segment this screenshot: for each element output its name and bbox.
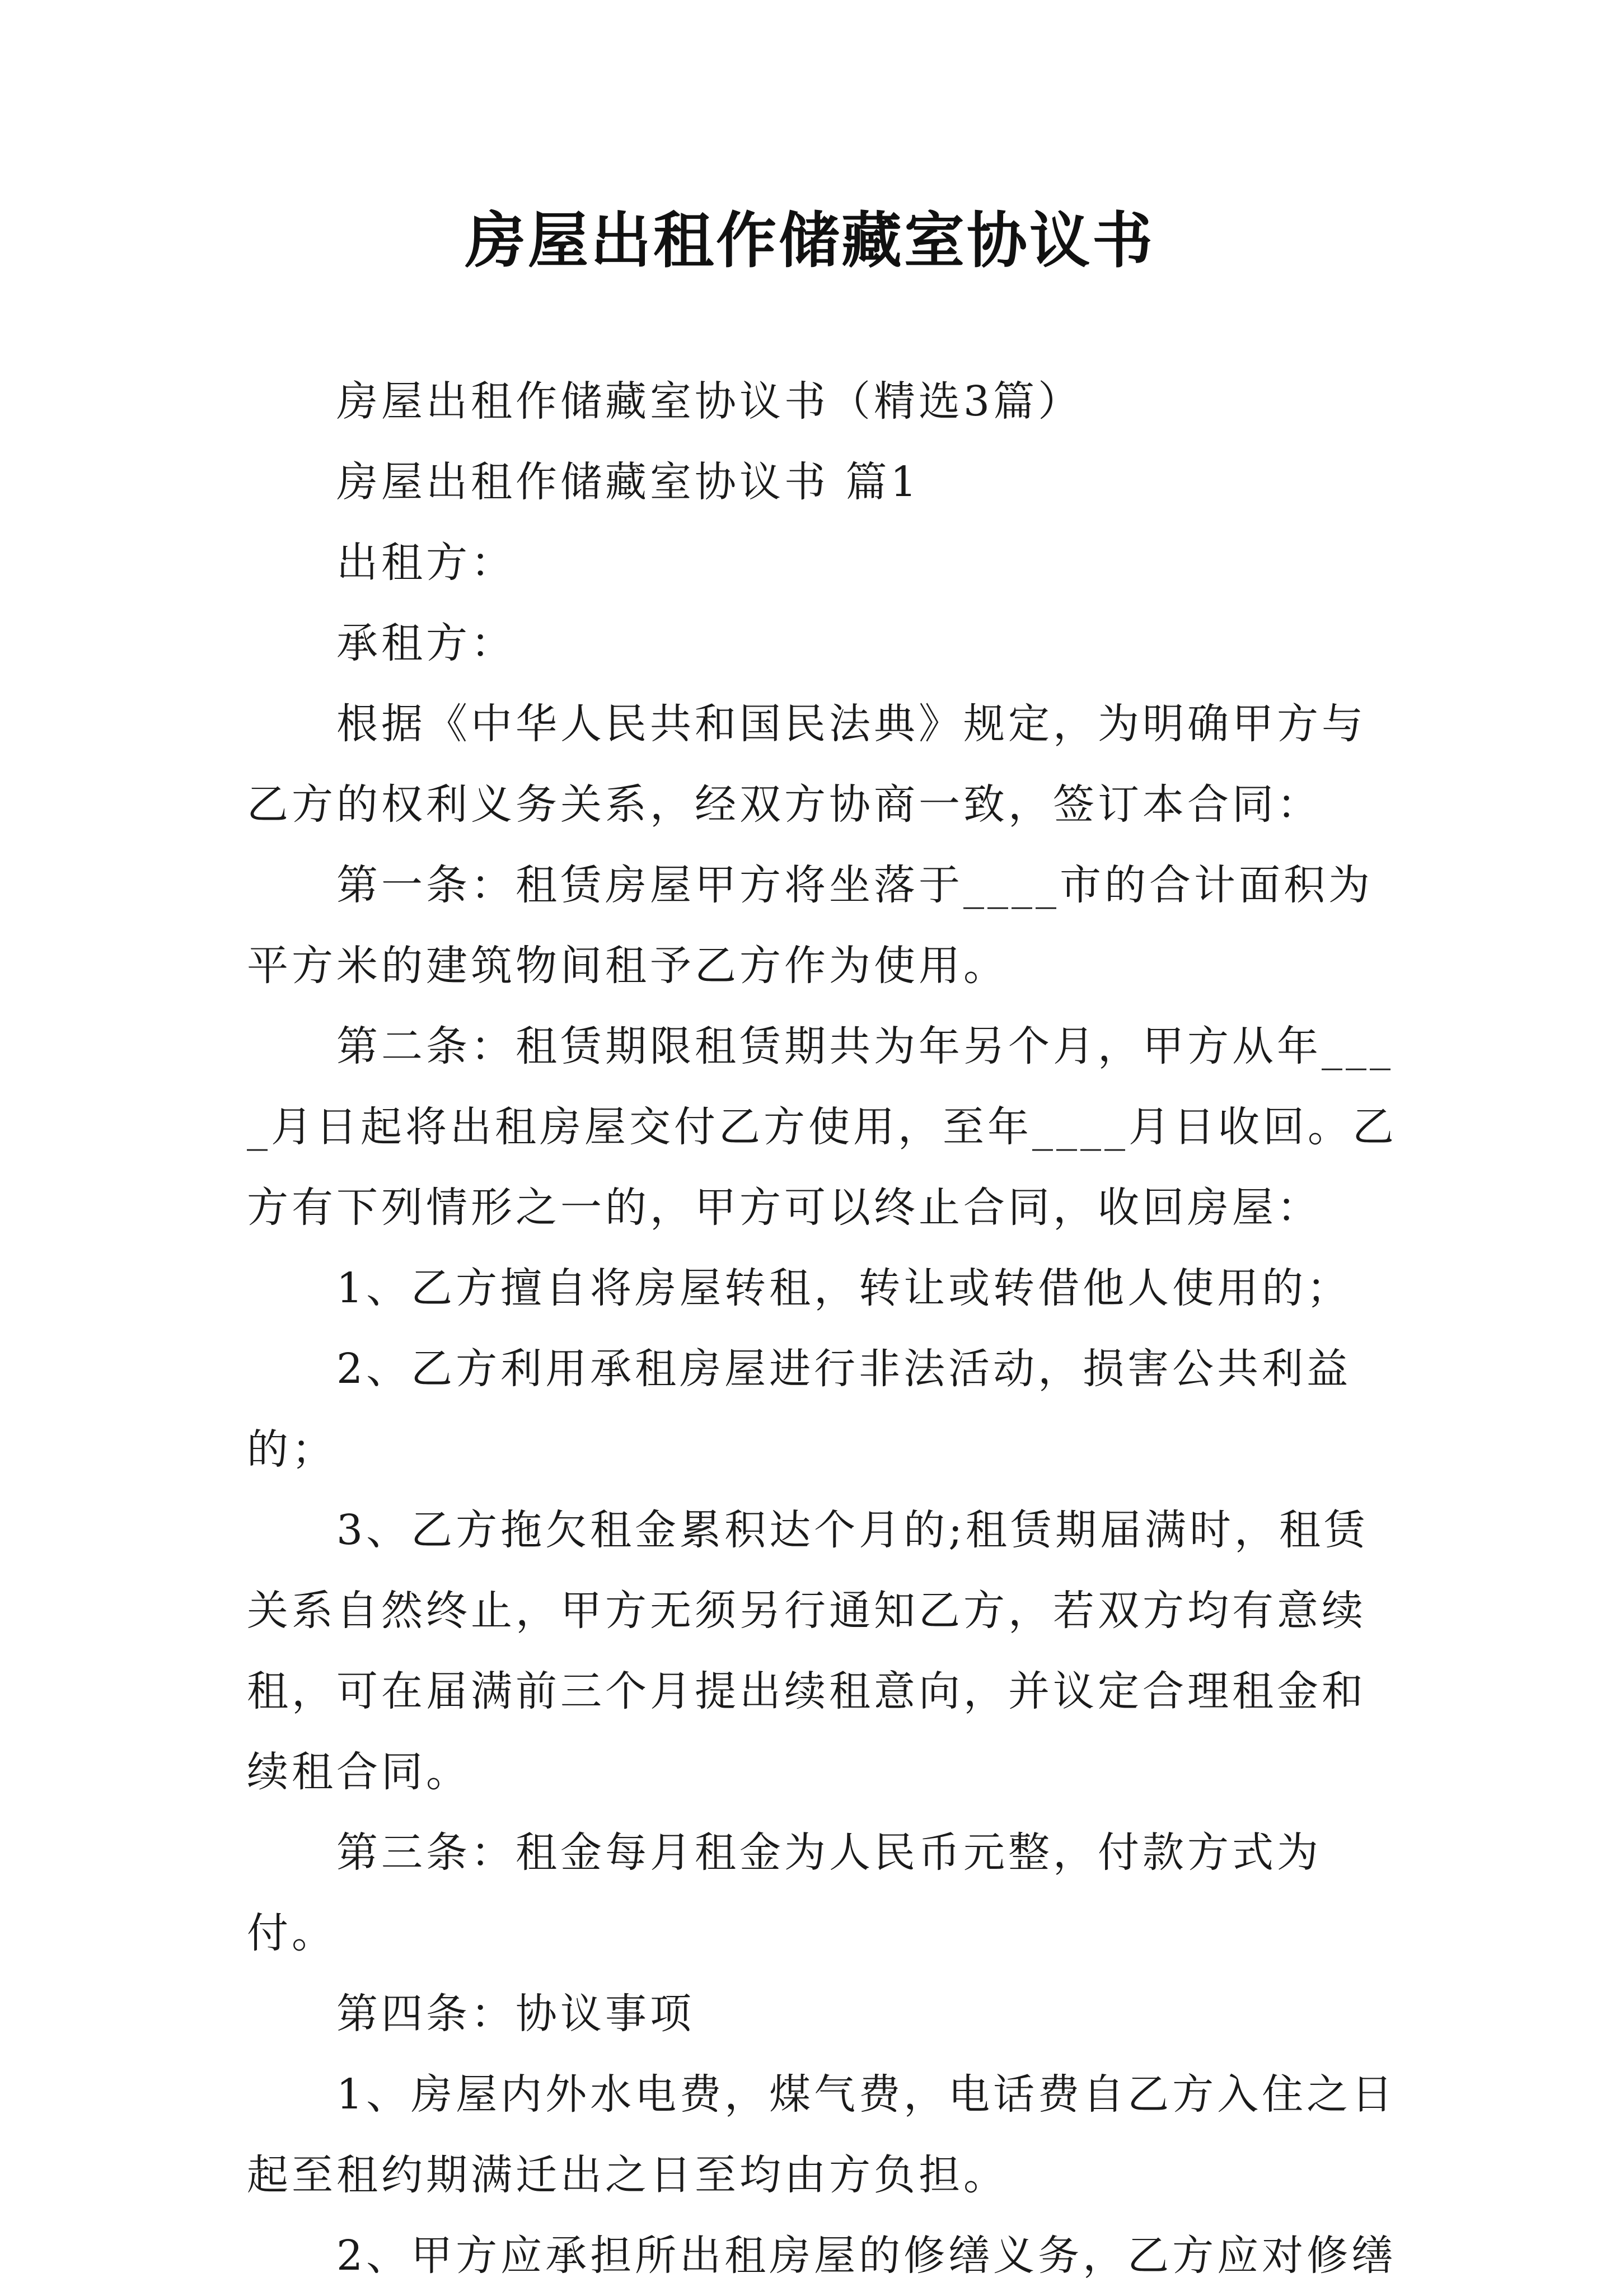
paragraph-lessor: 出租方：	[336, 539, 516, 587]
paragraph-article-4: 第四条：协议事项	[336, 1990, 695, 2038]
paragraph-section-heading: 房屋出租作储藏室协议书 篇1	[336, 458, 920, 506]
paragraph-article-2: 第二条：租赁期限租赁期共为年另个月，甲方从年____月日起将出租房屋交付乙方使用，至年____月日收回。乙方有下列情形之一的，甲方可以终止合同，收回房屋：	[247, 1022, 1397, 1232]
document-title: 房屋出租作储藏室协议书	[465, 205, 1155, 276]
document-body	[247, 361, 1400, 2296]
paragraph-clause-3: 3、乙方拖欠租金累积达个月的;租赁期届满时，租赁关系自然终止，甲方无须另行通知乙方，若双方均有意续租，可在届满前三个月提出续租意向，并议定合理租金和续租合同。	[247, 1506, 1369, 1796]
paragraph-clause-1: 1、乙方擅自将房屋转租，转让或转借他人使用的；	[336, 1264, 1352, 1312]
paragraph-item-1: 1、房屋内外水电费，煤气费，电话费自乙方入住之日起至租约期满迁出之日至均由方负担。	[247, 2070, 1397, 2199]
paragraph-item-2: 2、甲方应承担所出租房屋的修缮义务，乙方应对修缮	[336, 2232, 1397, 2280]
paragraph-clause-2: 2、乙方利用承租房屋进行非法活动，损害公共利益的；	[247, 1345, 1352, 1474]
paragraph-article-3: 第三条：租金每月租金为人民币元整，付款方式为付。	[247, 1829, 1322, 1957]
paragraph-article-1: 第一条：租赁房屋甲方将坐落于____市的合计面积为平方米的建筑物间租予乙方作为使用。	[247, 861, 1373, 990]
paragraph-subtitle: 房屋出租作储藏室协议书（精选3篇）	[336, 377, 1083, 425]
paragraph-lessee: 承租方：	[336, 619, 516, 667]
paragraph-preamble: 根据《中华人民共和国民法典》规定，为明确甲方与乙方的权利义务关系，经双方协商一致，签订本合同：	[247, 700, 1366, 829]
